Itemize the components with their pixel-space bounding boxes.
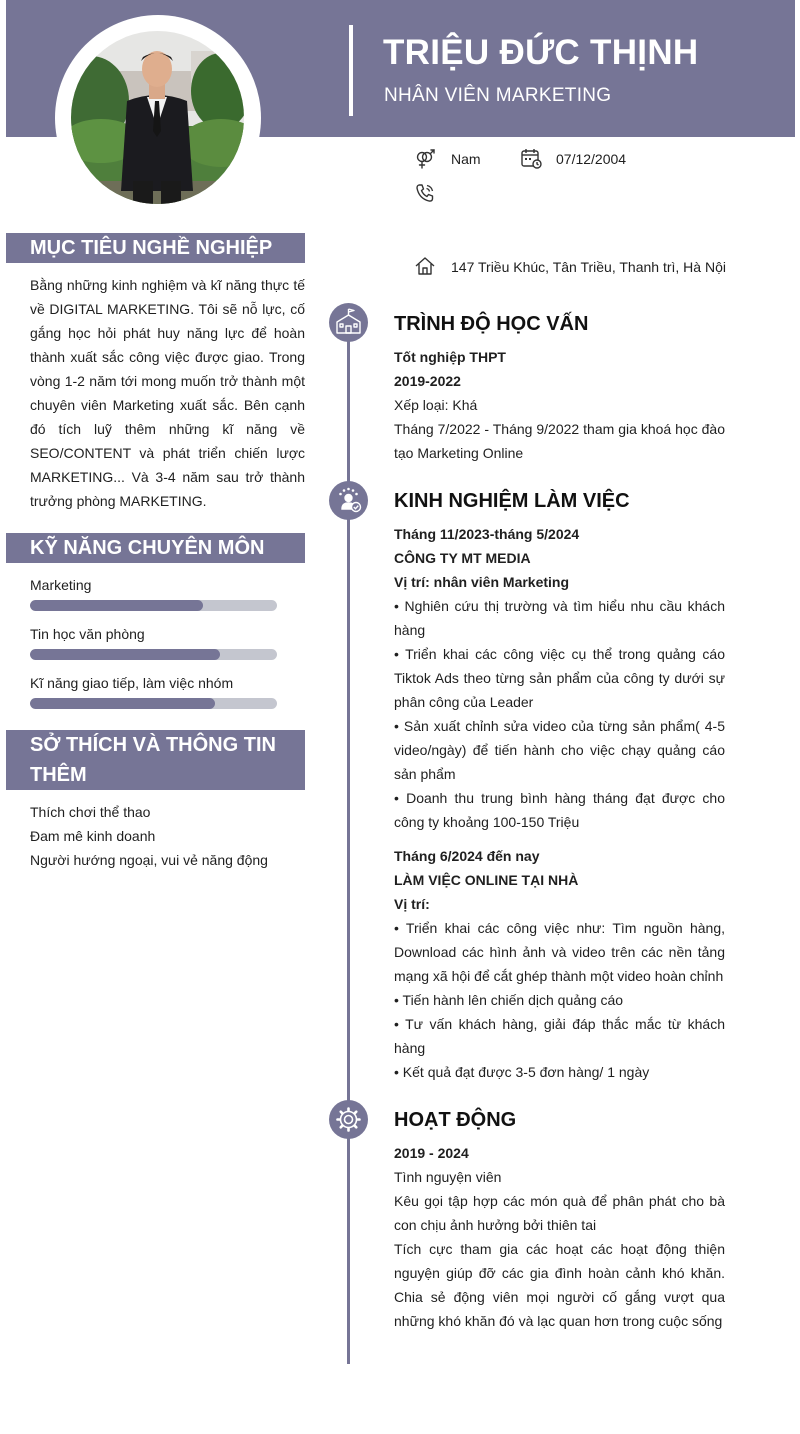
job-company: CÔNG TY MT MEDIA	[394, 550, 531, 566]
objective-heading: MỤC TIÊU NGHỀ NGHIỆP	[6, 233, 305, 263]
hobby-item: Thích chơi thể thao	[30, 804, 151, 820]
education-heading: TRÌNH ĐỘ HỌC VẤN	[394, 313, 589, 335]
hobby-item: Đam mê kinh doanh	[30, 828, 156, 844]
activities-block	[394, 1141, 725, 1333]
job-bullet: • Nghiên cứu thị trường và tìm hiểu nhu cầu khách hàng	[394, 598, 725, 638]
job-bullet: • Triển khai các công việc cụ thể trong quảng cáo Tiktok Ads theo từng sản phẩm của công ty dưới sự phân công của Leader	[394, 646, 725, 710]
job-bullet: • Tư vấn khách hàng, giải đáp thắc mắc từ khách hàng	[394, 1016, 725, 1056]
phone-icon	[414, 182, 436, 204]
job-period: Tháng 11/2023-tháng 5/2024	[394, 526, 580, 542]
job-bullet: • Doanh thu trung bình hàng tháng đạt được cho công ty khoảng 100-150 Triệu	[394, 790, 725, 830]
birthdate-value: 07/12/2004	[556, 151, 627, 167]
skill-bar-fill	[30, 649, 220, 660]
home-icon	[414, 255, 436, 277]
calendar-icon	[520, 147, 542, 169]
job-period: Tháng 6/2024 đến nay	[394, 848, 540, 864]
skill-bar-fill	[30, 600, 203, 611]
school-icon	[329, 303, 368, 342]
activities-paragraph: Kêu gọi tập hợp các món quà để phân phát cho bà con chịu ảnh hưởng bởi thiên tai	[394, 1193, 725, 1233]
hobby-item: Người hướng ngoại, vui vẻ năng động	[30, 852, 268, 868]
activities-paragraph: Tích cực tham gia các hoạt các hoạt động thiện nguyện giúp đỡ các gia đình hoàn cảnh khó khăn. Chia sẻ động viên mọi người cố gắng vượt qua những khó khăn đó và lạc quan hơn trong cuộc sống	[394, 1241, 725, 1329]
skill-bar-track	[30, 698, 277, 709]
gender-value: Nam	[451, 151, 481, 167]
gear-icon	[329, 1100, 368, 1139]
education-period: 2019-2022	[394, 373, 461, 389]
experience-job-block	[394, 522, 725, 834]
skill-label: Tin học văn phòng	[30, 626, 145, 642]
job-bullet: • Tiến hành lên chiến dịch quảng cáo	[394, 992, 624, 1008]
skill-label: Kĩ năng giao tiếp, làm việc nhóm	[30, 675, 234, 691]
skill-bar-track	[30, 649, 277, 660]
team-icon	[329, 481, 368, 520]
hobbies-heading	[6, 730, 305, 790]
job-position: Vị trí: nhân viên Marketing	[394, 574, 570, 590]
education-degree: Tốt nghiệp THPT	[394, 349, 506, 365]
job-bullet: • Kết quả đạt được 3-5 đơn hàng/ 1 ngày	[394, 1064, 650, 1080]
education-course: Tháng 7/2022 - Tháng 9/2022 tham gia khoá học đào tạo Marketing Online	[394, 421, 725, 461]
skill-label: Marketing	[30, 577, 92, 593]
profile-photo	[71, 31, 244, 204]
job-bullet: • Sản xuất chỉnh sửa video của từng sản phẩm( 4-5 video/ngày) để tiến hành cho việc chạy quảng cáo sản phẩm	[394, 718, 725, 782]
header-divider	[349, 25, 353, 116]
activities-period: 2019 - 2024	[394, 1145, 469, 1161]
hobbies-heading-line: SỞ THÍCH VÀ THÔNG TIN	[30, 734, 276, 756]
address-value: 147 Triều Khúc, Tân Triều, Thanh trì, Hà Nội	[451, 259, 726, 275]
experience-heading: KINH NGHIỆM LÀM VIỆC	[394, 490, 630, 512]
job-position: Vị trí:	[394, 896, 430, 912]
job-bullet: • Triển khai các công việc như: Tìm nguồn hàng, Download các hình ảnh và video trên các nền tảng mạng xã hội để cắt ghép thành một video hoàn chỉnh	[394, 920, 725, 984]
experience-job-block	[394, 844, 725, 1084]
profile-photo-illustration	[71, 31, 244, 204]
education-block	[394, 345, 725, 465]
objective-text: Bằng những kinh nghiệm và kĩ năng thực tế về DIGITAL MARKETING. Tôi sẽ nỗ lực, cố gắng học hỏi phát huy năng lực để hoàn thành xuất sắc công việc được giao. Trong vòng 1-2 năm tới mong muốn trở thành một chuyên viên Marketing xuất sắc. Bên cạnh đó tích luỹ thêm những kĩ năng về SEO/CONTENT và phát triển chiến lược MARKETING... Và 3-4 năm sau trở thành trưởng phòng MARKETING.	[30, 277, 305, 509]
timeline-line	[347, 322, 350, 1364]
job-company: LÀM VIỆC ONLINE TẠI NHÀ	[394, 872, 579, 888]
gender-icon	[414, 148, 436, 170]
education-grade: Xếp loại: Khá	[394, 397, 478, 413]
candidate-name: TRIỆU ĐỨC THỊNH	[383, 33, 699, 72]
activities-role: Tình nguyện viên	[394, 1169, 502, 1185]
activities-heading: HOẠT ĐỘNG	[394, 1109, 517, 1131]
skill-bar-fill	[30, 698, 215, 709]
job-title: NHÂN VIÊN MARKETING	[384, 85, 612, 106]
skills-heading: KỸ NĂNG CHUYÊN MÔN	[6, 533, 305, 563]
hobbies-heading-line: THÊM	[30, 764, 87, 786]
skill-bar-track	[30, 600, 277, 611]
